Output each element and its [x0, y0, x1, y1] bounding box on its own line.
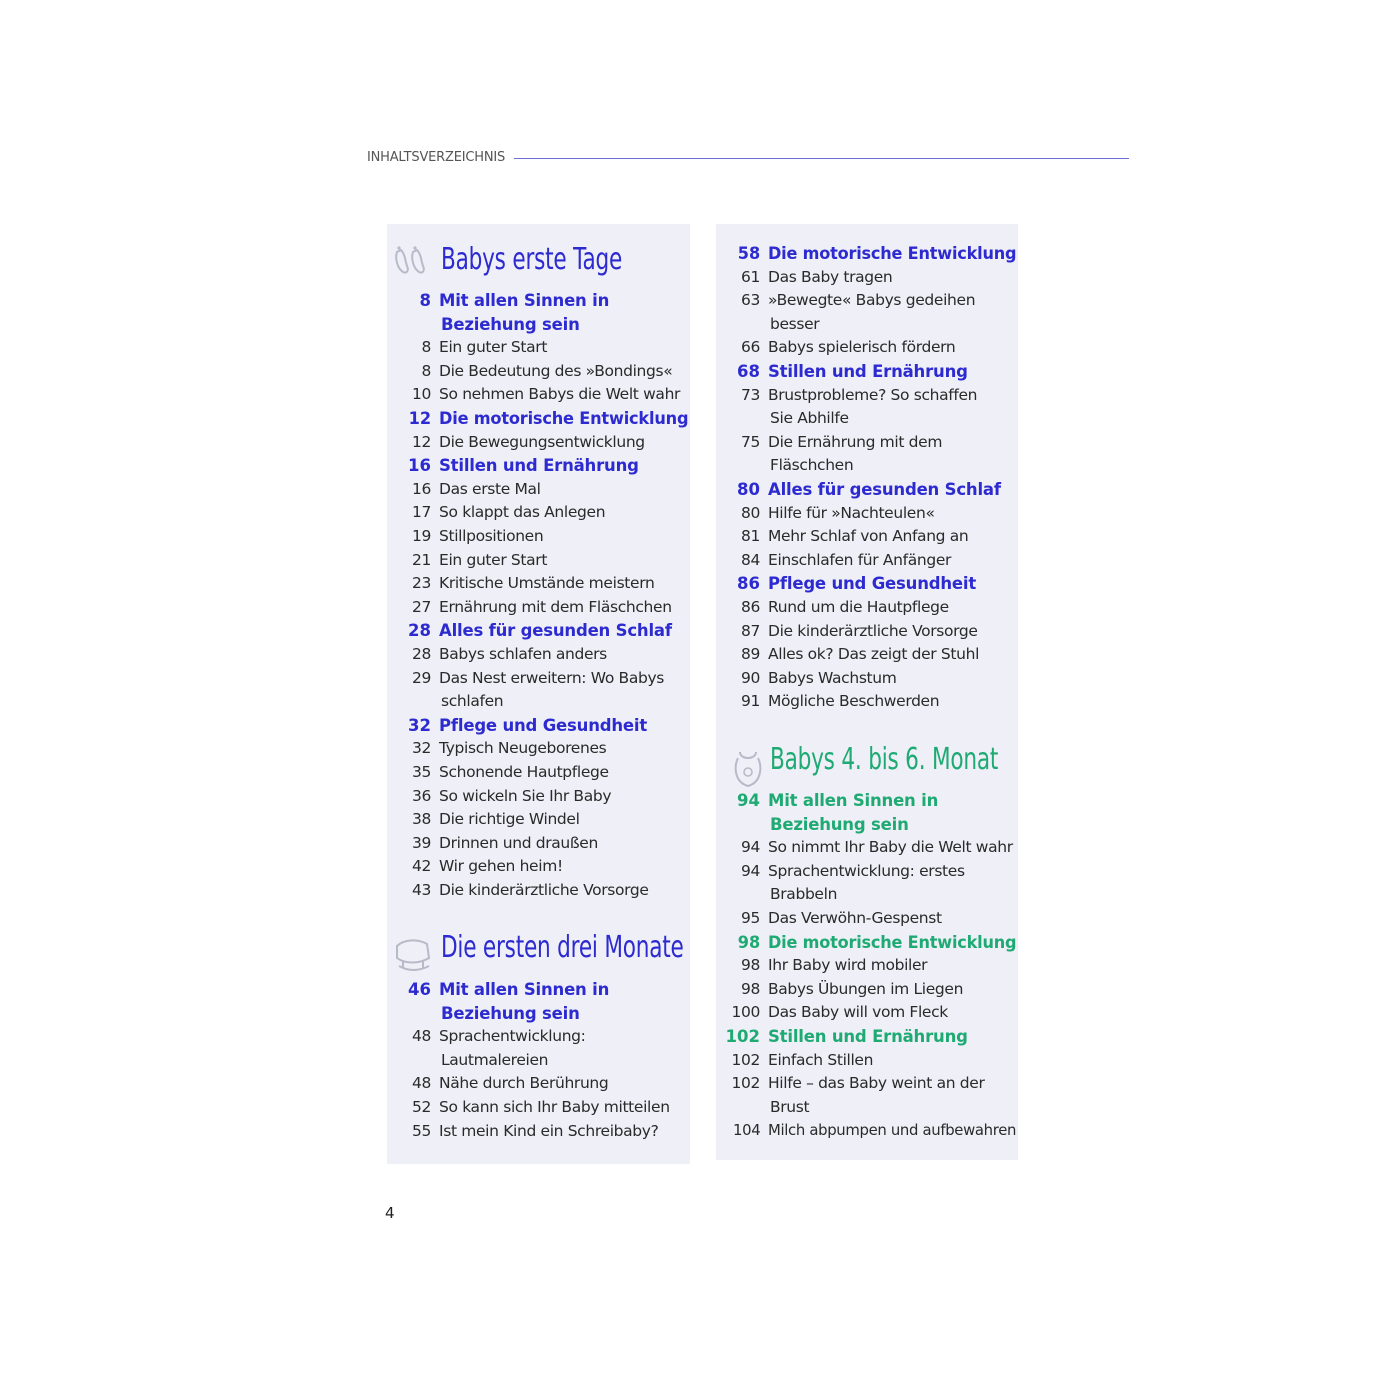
- page-ref: 36: [411, 786, 431, 805]
- toc-section-entry: [408, 407, 689, 431]
- toc-entry: [411, 761, 609, 785]
- toc-section-entry: [408, 619, 672, 643]
- toc-entry: [411, 832, 598, 856]
- toc-entry: [411, 855, 563, 879]
- toc-section-entry: [737, 789, 939, 836]
- page-ref: 94: [740, 861, 760, 880]
- page-ref: 100: [731, 1003, 760, 1022]
- toc-entry: [411, 1025, 586, 1072]
- toc-entry: [411, 1096, 670, 1120]
- toc-entry: [411, 478, 541, 502]
- toc-entry: [740, 643, 980, 667]
- header-title: INHALTSVERZEICHNIS: [367, 150, 506, 165]
- page-ref: 32: [411, 739, 431, 758]
- toc-entry: [740, 954, 928, 978]
- toc-entry: [411, 572, 655, 596]
- entry-text: Babys Übungen im Liegen: [768, 979, 964, 998]
- page-ref: 42: [411, 857, 431, 876]
- entry-text: Das Nest erweitern: Wo Babys: [439, 668, 665, 687]
- entry-text: Das Baby tragen: [768, 267, 893, 286]
- page-ref: 104: [732, 1121, 761, 1140]
- page-ref: 94: [737, 791, 760, 810]
- page-ref: 46: [408, 980, 431, 999]
- toc-entry: [731, 1001, 948, 1025]
- toc-section-entry: [737, 360, 968, 384]
- entry-text: Die motorische Entwicklung: [768, 932, 1017, 952]
- entry-text: Die Bewegungsentwicklung: [439, 432, 645, 451]
- page-ref: 91: [740, 692, 760, 711]
- entry-text: Babys Wachstum: [768, 668, 897, 687]
- toc-section-entry: [408, 454, 639, 478]
- page-ref: 29: [411, 668, 431, 687]
- toc-entry: [740, 690, 940, 714]
- entry-text: Mögliche Beschwerden: [768, 692, 940, 711]
- cradle-icon: [393, 934, 435, 978]
- page-ref: 102: [731, 1074, 760, 1093]
- page-ref: 63: [740, 291, 760, 310]
- chapter-title: Babys 4. bis 6. Monat: [770, 742, 999, 777]
- page-ref: 95: [740, 909, 760, 927]
- page-ref: 58: [737, 244, 761, 263]
- toc-section-entry: [419, 289, 610, 336]
- page-ref: 12: [411, 432, 431, 451]
- page-number: 4: [385, 1204, 395, 1222]
- entry-text: Hilfe – das Baby weint an der: [768, 1074, 985, 1093]
- entry-text-continued: Brust: [770, 1097, 810, 1116]
- entry-text: Nähe durch Berührung: [439, 1074, 609, 1093]
- entry-text: Die richtige Windel: [439, 810, 580, 829]
- entry-text: Sprachentwicklung: erstes: [768, 861, 965, 880]
- toc-entry: [740, 502, 935, 526]
- entry-text-continued: Beziehung sein: [770, 814, 909, 834]
- toc-entry: [740, 860, 965, 907]
- page-ref: 16: [411, 479, 431, 498]
- toc-entry: [740, 978, 964, 1002]
- toc-entry: [411, 596, 672, 620]
- entry-text: Wir gehen heim!: [439, 857, 563, 876]
- toc-entry: [732, 1119, 1017, 1143]
- toc-section-entry: [737, 478, 1001, 502]
- entry-text: Die Bedeutung des »Bondings«: [439, 361, 673, 380]
- toc-entry: [740, 620, 978, 644]
- entry-text: Sprachentwicklung:: [439, 1027, 586, 1046]
- toc-entry: [411, 879, 649, 903]
- entry-text: Das erste Mal: [439, 479, 541, 498]
- entry-text: So kann sich Ihr Baby mitteilen: [439, 1098, 670, 1116]
- chapter-title: Die ersten drei Monate: [441, 930, 684, 965]
- entry-text: Stillen und Ernährung: [439, 456, 639, 476]
- toc-entry: [411, 1072, 609, 1096]
- entry-text: So nehmen Babys die Welt wahr: [439, 385, 681, 404]
- entry-text: Stillpositionen: [439, 527, 544, 545]
- running-header: [367, 150, 1129, 168]
- entry-text: Pflege und Gesundheit: [439, 715, 648, 735]
- toc-entry: [740, 289, 976, 336]
- page-ref: 80: [737, 480, 760, 499]
- toc-entry: [411, 501, 606, 525]
- toc-entry: [740, 836, 1013, 860]
- page-ref: 102: [731, 1050, 760, 1069]
- page-ref: 39: [411, 833, 431, 852]
- toc-entry: [731, 1049, 874, 1073]
- entry-text: Die motorische Entwicklung: [439, 409, 689, 428]
- entry-text: Mit allen Sinnen in: [439, 980, 610, 999]
- toc-entry: [411, 525, 544, 549]
- page-ref: 16: [408, 456, 431, 476]
- entry-text: Drinnen und draußen: [439, 833, 598, 852]
- toc-section-entry: [408, 978, 610, 1025]
- page-ref: 102: [725, 1027, 760, 1046]
- toc-entry: [411, 1120, 659, 1144]
- toc-entry: [411, 785, 612, 809]
- entry-text-continued: Lautmalereien: [441, 1050, 549, 1069]
- entry-text: Brustprobleme? So schaffen: [768, 385, 978, 404]
- entry-text-continued: Sie Abhilfe: [770, 409, 849, 428]
- page-ref: 8: [419, 291, 431, 310]
- toc-section-entry: [408, 714, 648, 738]
- entry-text-continued: Beziehung sein: [441, 314, 580, 334]
- entry-text: Mit allen Sinnen in: [768, 791, 939, 810]
- toc-entry: [740, 266, 893, 290]
- entry-text: Die kinderärztliche Vorsorge: [768, 621, 978, 640]
- toc-entry: [740, 596, 949, 620]
- page-ref: 48: [411, 1027, 431, 1046]
- page-ref: 8: [421, 338, 431, 357]
- entry-text: So nimmt Ihr Baby die Welt wahr: [768, 838, 1013, 857]
- entry-text: Einfach Stillen: [768, 1050, 874, 1069]
- page-ref: 94: [740, 838, 760, 857]
- entry-text: Ein guter Start: [439, 550, 548, 569]
- toc-entry: [411, 549, 548, 573]
- chapter-title: Babys erste Tage: [441, 242, 623, 277]
- entry-text: Das Baby will vom Fleck: [768, 1003, 948, 1022]
- page-ref: 19: [411, 527, 431, 545]
- page-ref: 90: [740, 668, 760, 687]
- entry-text: Mehr Schlaf von Anfang an: [768, 527, 969, 546]
- entry-text: Stillen und Ernährung: [768, 362, 968, 381]
- entry-text-continued: schlafen: [441, 692, 504, 711]
- page-ref: 21: [411, 550, 431, 569]
- entry-text: Rund um die Hautpflege: [768, 598, 949, 616]
- page-ref: 28: [408, 621, 431, 641]
- entry-text-continued: besser: [770, 314, 820, 333]
- page-ref: 32: [408, 715, 431, 735]
- toc-entry: [731, 1072, 985, 1119]
- toc-section-entry: [737, 572, 977, 596]
- entry-text: Milch abpumpen und aufbewahren: [768, 1121, 1017, 1140]
- page-ref: 68: [737, 362, 760, 381]
- entry-text: Kritische Umstände meistern: [439, 574, 655, 593]
- entry-text: Babys spielerisch fördern: [768, 338, 956, 357]
- page-ref: 48: [411, 1074, 431, 1093]
- page-ref: 55: [411, 1121, 431, 1140]
- entry-text: Die Ernährung mit dem: [768, 432, 943, 451]
- entry-text: Die kinderärztliche Vorsorge: [439, 881, 649, 899]
- entry-text: Ist mein Kind ein Schreibaby?: [439, 1121, 659, 1140]
- page-ref: 84: [740, 550, 760, 569]
- toc-entry: [740, 549, 952, 573]
- page-ref: 28: [411, 645, 431, 663]
- page-ref: 35: [411, 763, 431, 781]
- entry-text: Einschlafen für Anfänger: [768, 550, 952, 569]
- page-ref: 10: [411, 385, 431, 404]
- bib-icon: [732, 748, 764, 794]
- entry-text: Alles ok? Das zeigt der Stuhl: [768, 645, 980, 664]
- entry-text: Die motorische Entwicklung: [768, 244, 1017, 263]
- entry-text: Stillen und Ernährung: [768, 1027, 968, 1046]
- page-ref: 98: [740, 956, 760, 975]
- page-ref: 38: [411, 810, 431, 829]
- page-ref: 52: [411, 1098, 431, 1116]
- page-ref: 73: [740, 385, 760, 404]
- page-ref: 75: [740, 432, 760, 451]
- entry-text: Hilfe für »Nachteulen«: [768, 503, 935, 522]
- page-ref: 89: [740, 645, 760, 664]
- page-ref: 87: [740, 621, 760, 640]
- entry-text: Das Verwöhn-Gespenst: [768, 909, 942, 927]
- toc-section-entry: [725, 1025, 968, 1049]
- page-ref: 23: [411, 574, 431, 593]
- page-ref: 80: [740, 503, 760, 522]
- toc-section-entry: [737, 931, 1017, 955]
- toc-entry: [421, 336, 548, 360]
- entry-text-continued: Fläschchen: [770, 456, 854, 475]
- page-ref: 86: [737, 574, 760, 594]
- entry-text: Ihr Baby wird mobiler: [768, 956, 928, 975]
- entry-text: So wickeln Sie Ihr Baby: [439, 786, 612, 805]
- toc-entry: [740, 336, 956, 360]
- entry-text: Typisch Neugeborenes: [439, 739, 607, 758]
- toc-entry: [411, 667, 665, 714]
- entry-text: Schonende Hautpflege: [439, 763, 609, 781]
- toc-entry: [411, 431, 645, 455]
- page-ref: 8: [421, 361, 431, 380]
- page-ref: 27: [411, 597, 431, 616]
- toc-entry: [740, 907, 942, 931]
- entry-text: Ein guter Start: [439, 338, 548, 357]
- page-ref: 61: [740, 267, 760, 286]
- page-ref: 43: [411, 881, 431, 899]
- entry-text-continued: Beziehung sein: [441, 1003, 580, 1023]
- header-rule: [514, 158, 1129, 159]
- page-ref: 12: [408, 409, 432, 428]
- toc-entry: [740, 384, 978, 431]
- entry-text: Mit allen Sinnen in: [439, 291, 610, 310]
- page-ref: 81: [740, 527, 760, 546]
- toc-entry: [411, 737, 607, 761]
- page-ref: 98: [740, 979, 760, 998]
- toc-entry: [411, 808, 580, 832]
- toc-entry: [411, 383, 681, 407]
- toc-column-left: [387, 224, 690, 1164]
- entry-text-continued: Brabbeln: [770, 885, 838, 904]
- toc-entry: [411, 643, 607, 667]
- toc-section-entry: [737, 242, 1017, 266]
- entry-text: Babys schlafen anders: [439, 645, 607, 663]
- entry-text: Pflege und Gesundheit: [768, 574, 977, 594]
- toc-entry: [421, 360, 673, 384]
- page-ref: 17: [411, 503, 431, 522]
- entry-text: So klappt das Anlegen: [439, 503, 606, 522]
- entry-text: Ernährung mit dem Fläschchen: [439, 597, 672, 616]
- toc-entry: [740, 431, 943, 478]
- toc-entry: [740, 525, 969, 549]
- entry-text: Alles für gesunden Schlaf: [768, 480, 1001, 499]
- page-ref: 66: [740, 338, 760, 357]
- page-ref: 98: [737, 932, 761, 952]
- footprints-icon: [393, 244, 433, 282]
- entry-text: »Bewegte« Babys gedeihen: [768, 291, 976, 310]
- page-ref: 86: [740, 598, 760, 616]
- toc-entry: [740, 667, 897, 691]
- toc-column-right: [716, 224, 1018, 1160]
- entry-text: Alles für gesunden Schlaf: [439, 621, 672, 641]
